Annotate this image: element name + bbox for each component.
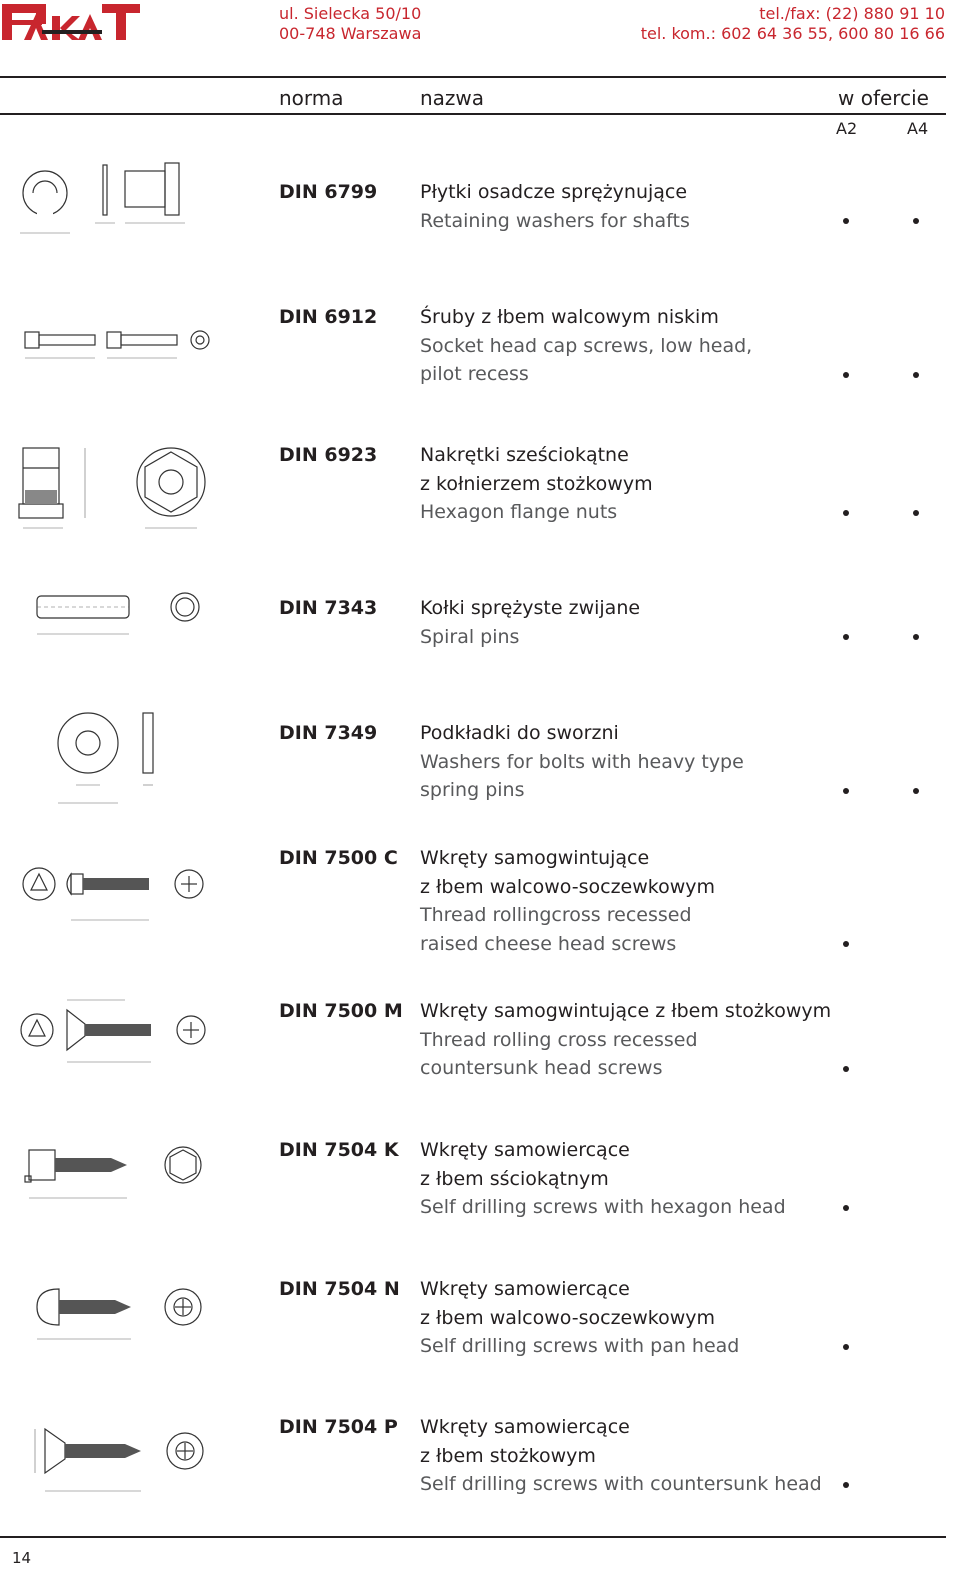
name-en: spring pins [420, 779, 525, 801]
availability-a2-dot [843, 372, 849, 378]
norm-label: DIN 7500 C [279, 847, 398, 869]
product-description [420, 441, 840, 527]
column-header-nazwa: nazwa [420, 86, 485, 110]
norm-label: DIN 6799 [279, 181, 378, 203]
page-number: 14 [12, 1549, 32, 1567]
name-en: Washers for bolts with heavy type [420, 750, 744, 773]
product-description [420, 303, 840, 389]
name-en: Self drilling screws with pan head [420, 1335, 740, 1357]
norm-label: DIN 7343 [279, 597, 378, 619]
address-city: 00-748 Warszawa [279, 24, 422, 43]
name-en: raised cheese head screws [420, 932, 677, 955]
availability-a4-dot [913, 510, 919, 516]
name-pl: Płytki osadcze sprężynujące [420, 181, 688, 203]
name-pl: Kołki sprężyste zwijane [420, 597, 641, 619]
product-description [420, 997, 840, 1083]
availability-a2-dot [843, 788, 849, 794]
thread-rolling-countersunk-screw-drawing [15, 992, 215, 1072]
spiral-pin-drawing [15, 582, 215, 644]
product-description [420, 844, 840, 958]
name-en: Self drilling screws with countersunk head [420, 1473, 822, 1495]
self-drilling-pan-head-screw-drawing [15, 1281, 215, 1351]
name-pl: Wkręty samowiercące [420, 1416, 630, 1438]
availability-a2-dot [843, 510, 849, 516]
availability-a2-dot [843, 634, 849, 640]
name-pl: z łbem stożkowym [420, 1444, 596, 1467]
socket-head-screw-drawing [15, 318, 215, 363]
norm-label: DIN 6923 [279, 444, 378, 466]
availability-a2-dot [843, 1482, 849, 1488]
name-pl: Wkręty samogwintujące [420, 847, 650, 869]
phone-mobile: tel. kom.: 602 64 36 55, 600 80 16 66 [640, 24, 945, 43]
washer-drawing [15, 707, 215, 817]
availability-a4-dot [913, 634, 919, 640]
phone-fax: tel./fax: (22) 880 91 10 [759, 4, 945, 23]
name-en: Spiral pins [420, 625, 520, 648]
norm-label: DIN 7349 [279, 722, 378, 744]
availability-a2-dot [843, 1066, 849, 1072]
name-pl: Wkręty samowiercące [420, 1139, 630, 1161]
address-street: ul. Sielecka 50/10 [279, 4, 422, 23]
name-pl: Wkręty samogwintujące z łbem stożkowym [420, 1000, 832, 1022]
self-drilling-hexagon-head-screw-drawing [15, 1138, 215, 1208]
name-pl: z łbem sściokątnym [420, 1167, 609, 1190]
name-en: pilot recess [420, 363, 529, 385]
name-pl: z łbem walcowo-soczewkowym [420, 1306, 716, 1329]
name-en: Thread rolling cross recessed [420, 1028, 698, 1051]
name-pl: Śruby z łbem walcowym niskim [420, 306, 719, 328]
name-en: Hexagon flange nuts [420, 501, 618, 523]
footer-divider [0, 1536, 946, 1538]
retaining-washer-drawing [15, 153, 215, 243]
availability-a2-dot [843, 1205, 849, 1211]
name-pl: z łbem walcowo-soczewkowym [420, 875, 716, 898]
column-header-divider [0, 113, 946, 115]
name-en: Retaining washers for shafts [420, 209, 690, 232]
norm-label: DIN 7504 K [279, 1139, 399, 1161]
availability-a2-dot [843, 1344, 849, 1350]
availability-a4-dot [913, 218, 919, 224]
norm-label: DIN 6912 [279, 306, 378, 328]
column-header-a2: A2 [836, 119, 858, 138]
name-en: Thread rollingcross recessed [420, 904, 692, 926]
product-description [420, 178, 840, 235]
product-description [420, 594, 840, 651]
availability-a2-dot [843, 941, 849, 947]
phone-block [641, 4, 945, 44]
thread-rolling-cheese-head-screw-drawing [15, 864, 215, 934]
address-block [279, 4, 421, 44]
name-en: countersunk head screws [420, 1057, 663, 1079]
availability-a2-dot [843, 218, 849, 224]
header-divider [0, 76, 946, 78]
availability-a4-dot [913, 788, 919, 794]
name-pl: z kołnierzem stożkowym [420, 472, 653, 495]
product-description [420, 1413, 840, 1499]
name-pl: Podkładki do sworzni [420, 722, 619, 744]
name-pl: Wkręty samowiercące [420, 1278, 630, 1300]
hexagon-flange-nut-drawing [15, 438, 215, 536]
column-header-a4: A4 [907, 119, 929, 138]
product-description [420, 1275, 840, 1361]
name-en: Socket head cap screws, low head, [420, 334, 753, 357]
availability-a4-dot [913, 372, 919, 378]
column-header-w-ofercie: w ofercie [838, 86, 929, 110]
norm-label: DIN 7504 P [279, 1416, 398, 1438]
norm-label: DIN 7504 N [279, 1278, 400, 1300]
column-header-norma: norma [279, 86, 344, 110]
pakat-logo [2, 2, 142, 40]
norm-label: DIN 7500 M [279, 1000, 403, 1022]
self-drilling-countersunk-screw-drawing [15, 1413, 215, 1503]
product-description [420, 719, 840, 805]
name-pl: Nakrętki sześciokątne [420, 444, 629, 466]
name-en: Self drilling screws with hexagon head [420, 1196, 786, 1218]
product-description [420, 1136, 840, 1222]
